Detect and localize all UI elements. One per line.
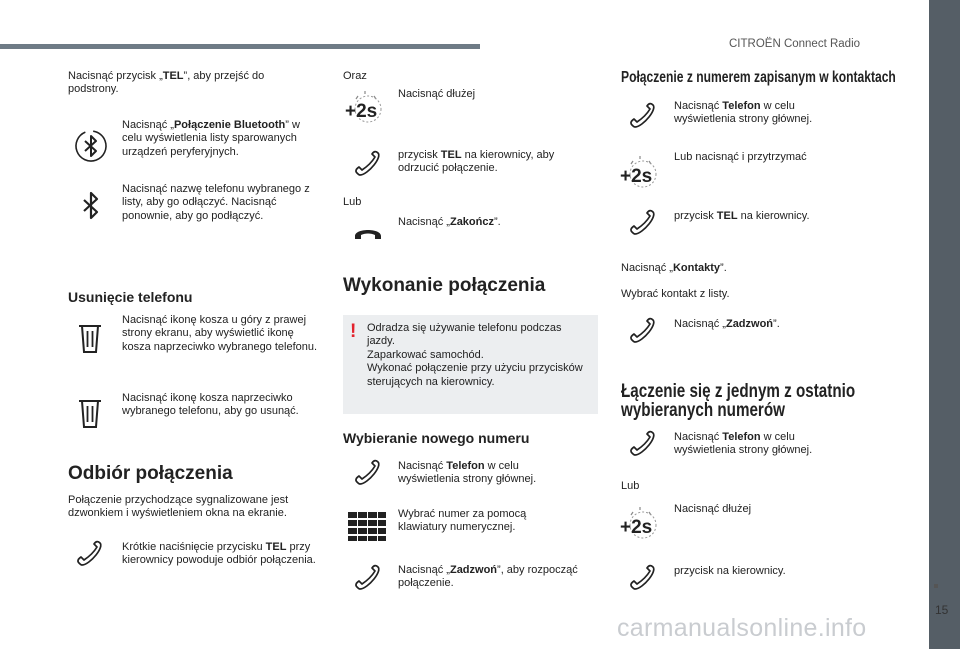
short-press-text: Krótkie naciśnięcie przycisku TEL przy kierownicy powoduje odbiór połączenia. xyxy=(122,541,316,567)
long-press-text: Nacisnąć dłużej xyxy=(398,88,476,100)
bluetooth-circle-icon xyxy=(73,128,109,164)
remove-phone-heading: Usunięcie telefonu xyxy=(68,289,193,305)
handset-icon xyxy=(350,455,386,491)
lub-label: Lub xyxy=(343,196,362,208)
handset-icon xyxy=(625,205,661,241)
intro-text: Nacisnąć przycisk „TEL”, aby przejść do podstrony. xyxy=(68,70,265,96)
warning-text: Odradza się używanie telefonu podczas jazdy. Zaparkować samochód. Wykonać połączenie przy użyciu przycisków sterujących na kierownicy. xyxy=(367,322,583,388)
bt-connect-text: Nacisnąć „Połączenie Bluetooth” w celu wyświetlenia listy sparowanych urządzeń peryferyjnych. xyxy=(122,119,300,158)
make-call-heading: Wykonanie połączenia xyxy=(343,275,546,296)
page-header-title: CITROËN Connect Radio xyxy=(729,38,861,50)
handset-icon xyxy=(625,313,661,349)
hold-text: Lub nacisnąć i przytrzymać xyxy=(674,151,807,163)
trash-icon xyxy=(72,320,108,356)
warning-icon: ! xyxy=(350,321,357,342)
choose-contact-text: Wybrać kontakt z listy. xyxy=(621,288,730,300)
long-press-text: Nacisnąć dłużej xyxy=(674,503,752,515)
steering-wheel-text: przycisk na kierownicy. xyxy=(674,565,786,577)
hold-2s-icon xyxy=(619,155,661,191)
handset-icon xyxy=(72,536,108,572)
handset-icon xyxy=(625,560,661,596)
handset-icon xyxy=(625,426,661,462)
handset-icon xyxy=(625,98,661,134)
svg-text:+2s: +2s xyxy=(345,101,378,122)
phone-menu-text: Nacisnąć Telefon w celu wyświetlenia strony głównej. xyxy=(674,100,813,126)
phone-menu-text: Nacisnąć Telefon w celu wyświetlenia strony głównej. xyxy=(674,431,813,457)
tel-wheel-text: przycisk TEL na kierownicy. xyxy=(674,210,810,222)
hold-2s-icon xyxy=(344,90,386,126)
page-number: 15 xyxy=(935,603,949,617)
keypad-icon xyxy=(347,510,387,542)
svg-text:+2s: +2s xyxy=(620,517,653,538)
bluetooth-icon xyxy=(73,188,109,224)
top-accent-bar xyxy=(0,44,480,49)
page-sidebar xyxy=(929,0,960,649)
reject-text: przycisk TEL na kierownicy, aby odrzucić połączenie. xyxy=(398,149,555,175)
handset-icon xyxy=(350,560,386,596)
trash-select-text: Nacisnąć ikonę kosza naprzeciwko wybranego telefonu, aby go usunąć. xyxy=(122,392,299,418)
trash-top-text: Nacisnąć ikonę kosza u góry z prawej strony ekranu, aby wyświetlić ikonę kosza naprzeciwko wybranego telefonu. xyxy=(122,314,318,353)
contacts-text: Nacisnąć „Kontakty”. xyxy=(621,262,727,274)
contacts-call-heading: Połączenie z numerem zapisanym w kontaktach xyxy=(621,69,896,86)
answer-call-heading: Odbiór połączenia xyxy=(68,463,233,484)
keypad-text: Wybrać numer za pomocą klawiatury numerycznej. xyxy=(398,508,527,534)
lub-label: Lub xyxy=(621,480,640,492)
call-text: Nacisnąć „Zadzwoń”. xyxy=(674,318,780,330)
handset-icon xyxy=(350,146,386,182)
phone-menu-text: Nacisnąć Telefon w celu wyświetlenia strony głównej. xyxy=(398,460,537,486)
trash-icon xyxy=(72,395,108,431)
recent-calls-heading-line1: Łączenie się z jednym z ostatnio xyxy=(621,380,856,402)
watermark: carmanualsonline.info xyxy=(617,614,867,642)
section-marker xyxy=(934,584,938,588)
end-call-text: Nacisnąć „Zakończ”. xyxy=(398,216,501,228)
call-text: Nacisnąć „Zadzwoń”, aby rozpocząć połączenie. xyxy=(398,564,578,590)
dial-number-heading: Wybieranie nowego numeru xyxy=(343,430,530,446)
svg-text:+2s: +2s xyxy=(620,166,653,187)
pick-phone-text: Nacisnąć nazwę telefonu wybranego z listy, aby go odłączyć. Nacisnąć ponownie, aby go podłączyć. xyxy=(122,183,310,222)
hang-up-icon xyxy=(350,214,386,250)
oraz-label: Oraz xyxy=(343,70,367,82)
hold-2s-icon xyxy=(619,506,661,542)
recent-calls-heading-line2: wybieranych numerów xyxy=(621,399,785,421)
incoming-text: Połączenie przychodzące sygnalizowane jest dzwonkiem i wyświetleniem okna na ekranie. xyxy=(68,494,289,520)
